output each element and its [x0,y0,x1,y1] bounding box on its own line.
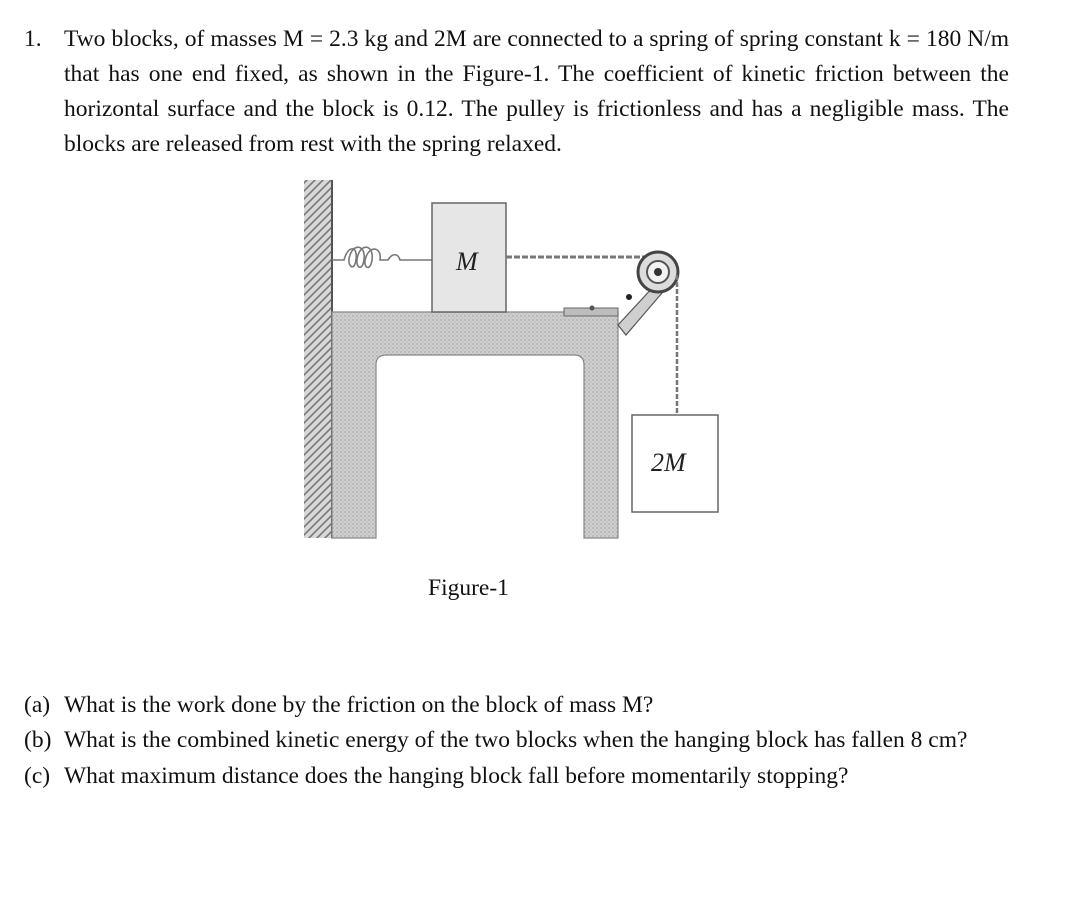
question-label: (a) [24,692,51,718]
fixed-wall [304,180,332,538]
question-text: What maximum distance does the hanging block fall before momentarily stopping? [64,763,849,789]
questions-list [24,688,1024,794]
problem-text: Two blocks, of masses M = 2.3 kg and 2M are connected to a spring of spring constant k = 180 N/m that has one end fixed, as shown in the Figure-1. The coefficient of kinetic friction between the horizontal surface and the block is 0.12. The pulley is frictionless and has a negligible mass. The blocks are released from rest with the spring relaxed. [64,26,1009,157]
figure-1-diagram [296,175,736,555]
question-text: What is the work done by the friction on the block of mass M? [64,692,654,718]
spring [332,247,432,267]
question-label: (b) [24,727,52,753]
block-2m-label: 2M [651,448,686,477]
question-b [24,723,1024,757]
figure-caption: Figure-1 [428,575,509,601]
table [332,312,618,538]
question-c [24,759,1024,794]
problem-number: 1. [24,26,42,52]
question-label: (c) [24,763,51,789]
question-text: What is the combined kinetic energy of the two blocks when the hanging block has fallen 8 cm? [64,727,968,753]
question-a [24,688,1024,723]
pulley [638,252,678,292]
block-m-label: M [456,247,478,276]
problem-statement [24,22,1009,162]
